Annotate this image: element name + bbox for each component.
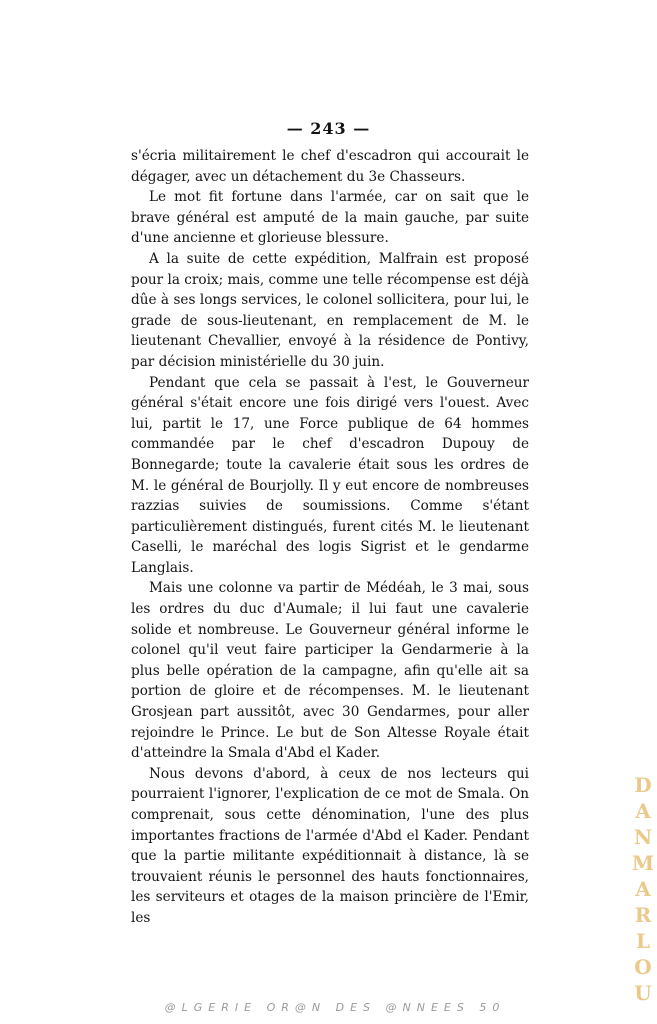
paragraph-4: Pendant que cela se passait à l'est, le Gouverneur général s'était encore une fois dirigé vers l'ouest. Avec lui, partit le 17, une Force publique de 64 hommes commandée par le chef d'escadron Dupouy de Bonnegarde; toute la cavalerie était sous les ordres de M. le général de Bourjolly. Il y eut encore de nombreuses razzias suivies de soumissions. Comme s'étant particulièrement distingués, furent cités M. le lieutenant Caselli, le maréchal des logis Sigrist et le gendarme Langlais. xyxy=(131,374,529,576)
paragraph-5: Mais une colonne va partir de Médéah, le 3 mai, sous les ordres du duc d'Aumale; il lui faut une cavalerie solide et nombreuse. Le Gouverneur général informe le colonel qu'il veut faire participer la Gendarmerie à la plus belle opération de la campagne, afin qu'elle ait sa portion de gloire et de récompenses. M. le lieutenant Grosjean part aussitôt, avec 30 Gendarmes, pour aller rejoindre le Prince. Le but de Son Altesse Royale était d'atteindre la Smala d'Abd el Kader. xyxy=(131,580,529,762)
page-number: — 243 — xyxy=(286,119,371,138)
vertical-watermark: DANMARLOU xyxy=(631,773,655,1005)
footer-watermark: @LGERIE OR@N DES @NNEES 50 xyxy=(164,1001,506,1014)
paragraph-6: Nous devons d'abord, à ceux de nos lecteurs qui pourraient l'ignorer, l'explication de ce mot de Smala. On comprenait, sous cette dénomination, l'une des plus importantes fractions de l'armée d'Abd el Kader. Pendant que la partie militante expéditionnait à distance, là se trouvaient réunis le personnel des hauts fonctionnaires, les serviteurs et otages de la maison princière de l'Emir, les xyxy=(131,765,529,926)
paragraph-3: A la suite de cette expédition, Malfrain est proposé pour la croix; mais, comme une telle récompense est déjà dûe à ses longs services, le colonel sollicitera, pour lui, le grade de sous-lieutenant, en remplacement de M. le lieutenant Chevallier, envoyé à la résidence de Pontivy, par décision ministérielle du 30 juin. xyxy=(131,250,529,370)
paragraph-1: s'écria militairement le chef d'escadron qui accourait le dégager, avec un détachement du 3e Chasseurs. xyxy=(131,148,529,185)
paragraph-2: Le mot fit fortune dans l'armée, car on sait que le brave général est amputé de la main gauche, par suite d'une ancienne et glorieuse blessure. xyxy=(131,189,529,247)
page-body xyxy=(131,146,529,929)
